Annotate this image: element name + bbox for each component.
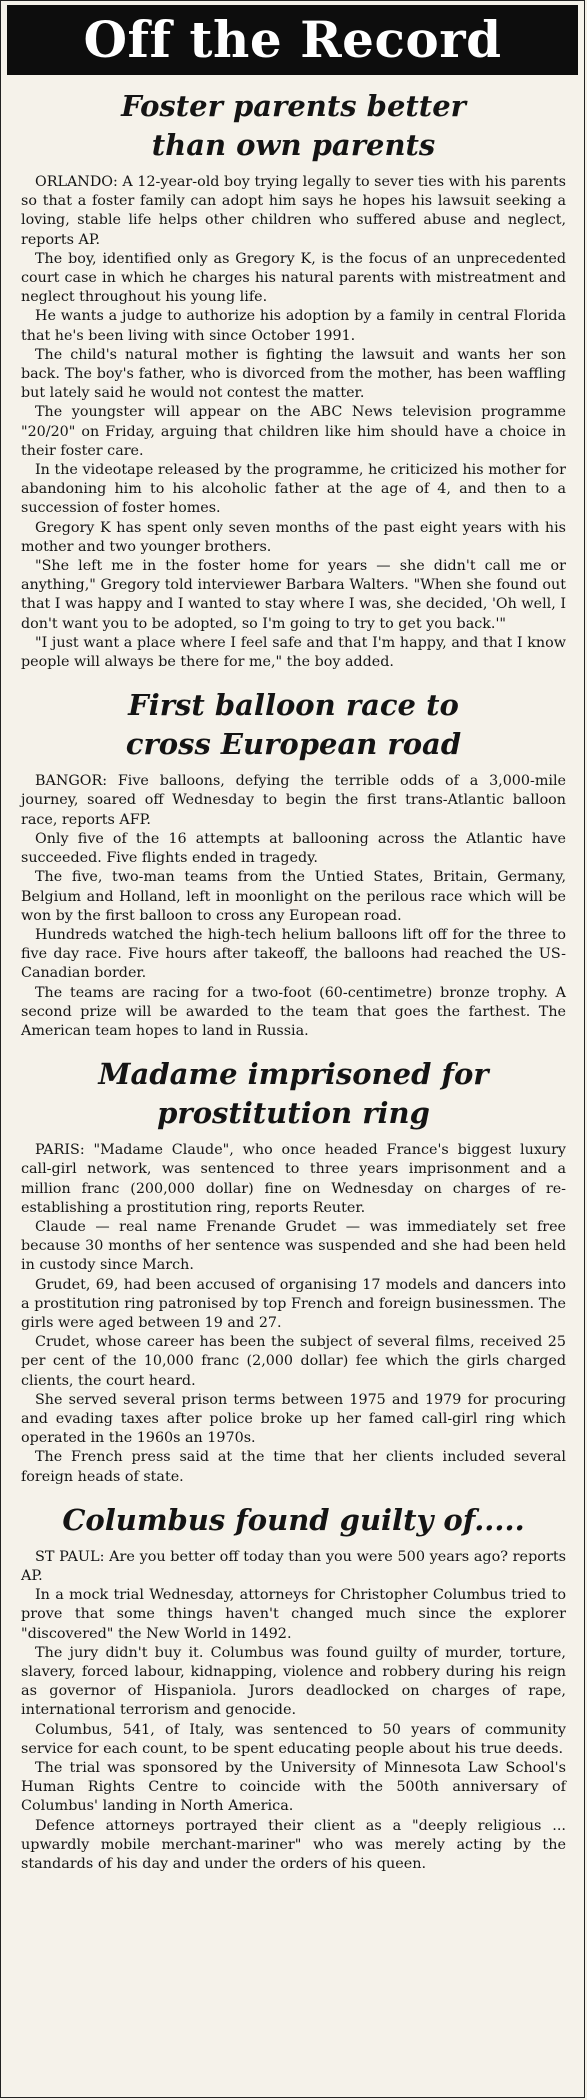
story-paragraph: Crudet, whose career has been the subject of several films, received 25 per cent of the 10,000 franc (2,000 dollar) fee which the girls charged clients, the court heard. — [21, 1334, 566, 1389]
story-paragraph: The French press said at the time that her clients included several foreign heads of state. — [21, 1449, 566, 1485]
story-paragraph: "She left me in the foster home for years — she didn't call me or anything," Gregory told interviewer Barbara Walters. "When she found out that I was happy and I wanted to stay where I was, she decided, 'Oh well, I don't want you to be adopted, so I'm going to try to get you back.'" — [21, 558, 566, 632]
headline-line: cross European road — [125, 727, 462, 762]
story-paragraph: ST PAUL: Are you better off today than you were 500 years ago? reports AP. — [21, 1548, 566, 1584]
story-paragraph: Defence attorneys portrayed their client as a "deeply religious ... upwardly mobile merchant-mariner" who was merely acting by the standards of his day and under the orders of his queen. — [21, 1817, 566, 1873]
story-headline — [21, 1055, 566, 1133]
story-paragraph: Grudet, 69, had been accused of organising 17 models and dancers into a prostitution ring patronised by top French and foreign businessmen. The girls were aged between 19 and 27. — [21, 1276, 566, 1331]
story-paragraph: The jury didn't buy it. Columbus was found guilty of murder, torture, slavery, forced labour, kidnapping, violence and robbery during his reign as governor of Hispaniola. Jurors deadlocked on charges of rape, international terrorism and genocide. — [21, 1644, 566, 1719]
story-paragraph: In a mock trial Wednesday, attorneys for Christopher Columbus tried to prove that some things haven't changed much since the explorer "discovered" the New World in 1492. — [21, 1587, 566, 1642]
story-paragraph: ORLANDO: A 12-year-old boy trying legally to sever ties with his parents so that a foster family can adopt him says he hopes his lawsuit seeking a loving, stable life helps other children who suffered abuse and neglect, reports AP. — [21, 174, 566, 248]
story-paragraph: The teams are racing for a two-foot (60-centimetre) bronze trophy. A second prize will be awarded to the team that goes the farthest. The American team hopes to land in Russia. — [21, 984, 566, 1039]
headline-line: Foster parents better — [121, 89, 466, 123]
story-headline — [21, 1501, 566, 1540]
story-columbus — [21, 1501, 566, 1874]
story-paragraph: The trial was sponsored by the University of Minnesota Law School's Human Rights Centre to coincide with the 500th anniversary of Columbus' landing in North America. — [21, 1760, 566, 1815]
story-paragraph: The five, two-man teams from the Untied States, Britain, Germany, Belgium and Holland, left in moonlight on the perilous race which will be won by the first balloon to cross any European road. — [21, 869, 566, 924]
story-paragraph: She served several prison terms between 1975 and 1979 for procuring and evading taxes after police broke up her famed call-girl ring which operated in the 1960s an 1970s. — [21, 1391, 566, 1447]
story-paragraph: In the videotape released by the programme, he criticized his mother for abandoning him to his alcoholic father at the age of 4, and then to a succession of foster homes. — [21, 462, 566, 517]
story-paragraph: "I just want a place where I feel safe and that I'm happy, and that I know people will always be there for me," the boy added. — [21, 634, 566, 671]
story-headline — [21, 686, 566, 764]
story-paragraph: Claude — real name Frenande Grudet — was immediately set free because 30 months of her sentence was suspended and she had been held in custody since March. — [21, 1218, 566, 1274]
headline-line: Columbus found guilty of..... — [62, 1502, 525, 1537]
story-paragraph: The child's natural mother is fighting the lawsuit and wants her son back. The boy's father, who is divorced from the mother, has been waffling but lately said he would not contest the matter. — [21, 346, 566, 402]
story-balloon-race — [21, 686, 566, 1041]
story-paragraph: The boy, identified only as Gregory K, is the focus of an unprecedented court case in which he charges his natural parents with mistreatment and neglect throughout his young life. — [21, 250, 566, 306]
headline-line: than own parents — [151, 128, 436, 162]
story-paragraph: Columbus, 541, of Italy, was sentenced to 50 years of community service for each count, to be spent educating people about his true deeds. — [21, 1721, 566, 1757]
headline-line: prostitution ring — [157, 1096, 430, 1131]
story-paragraph: Gregory K has spent only seven months of the past eight years with his mother and two younger brothers. — [21, 519, 566, 555]
story-foster-parents — [21, 87, 566, 672]
story-paragraph: The youngster will appear on the ABC News television programme "20/20" on Friday, arguing that children like him should have a choice in their foster care. — [21, 404, 566, 459]
headline-line: Madame imprisoned for — [98, 1057, 489, 1092]
story-paragraph: BANGOR: Five balloons, defying the terrible odds of a 3,000-mile journey, soared off Wednesday to begin the first trans-Atlantic balloon race, reports AFP. — [21, 773, 566, 828]
headline-line: First balloon race to — [128, 688, 459, 723]
story-paragraph: He wants a judge to authorize his adoption by a family in central Florida that he's been living with since October 1991. — [21, 308, 566, 344]
story-madame-claude — [21, 1055, 566, 1487]
story-paragraph: Only five of the 16 attempts at ballooning across the Atlantic have succeeded. Five flights ended in tragedy. — [21, 830, 566, 867]
section-banner: Off the Record — [7, 5, 578, 75]
story-paragraph: PARIS: "Madame Claude", who once headed France's biggest luxury call-girl network, was sentenced to three years imprisonment and a million franc (200,000 dollar) fine on Wednesday on charges of re-establishing a prostitution ring, reports Reuter. — [21, 1142, 566, 1216]
story-paragraph: Hundreds watched the high-tech helium balloons lift off for the three to five day race. Five hours after takeoff, the balloons had reached the US-Canadian border. — [21, 926, 566, 982]
story-headline — [21, 87, 566, 165]
